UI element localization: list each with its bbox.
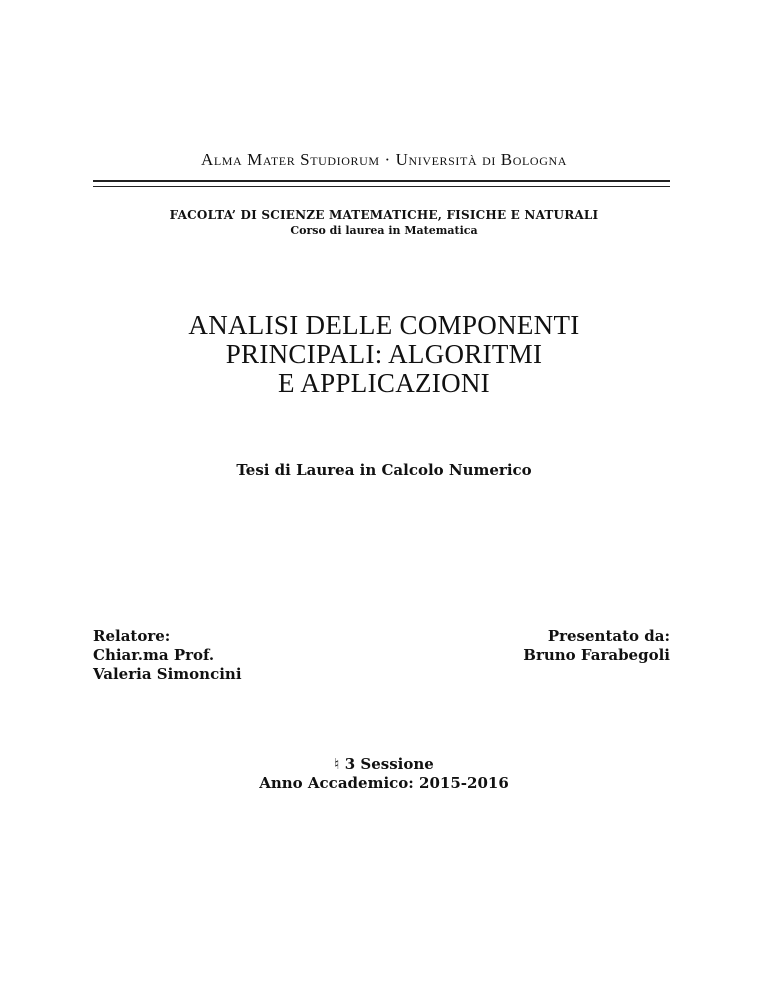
thesis-title-line-3: E APPLICAZIONI: [278, 368, 490, 398]
thesis-subtitle: Tesi di Laurea in Calcolo Numerico: [236, 461, 532, 479]
candidate-name: Bruno Farabegoli: [523, 646, 670, 664]
supervisor-title: Chiar.ma Prof.: [93, 646, 215, 664]
header-rule-thin: [93, 186, 670, 187]
supervisor-label: Relatore:: [93, 627, 171, 645]
thesis-title-line-2: PRINCIPALI: ALGORITMI: [225, 339, 543, 369]
faculty-name: FACOLTA’ DI SCIENZE MATEMATICHE, FISICHE E NATURALI: [169, 208, 599, 222]
academic-year: Anno Accademico: 2015-2016: [259, 774, 509, 792]
candidate-label: Presentato da:: [547, 627, 670, 645]
supervisor-block: [93, 627, 242, 684]
header-rule-thick: [93, 180, 670, 182]
session-number: ♮ 3 Sessione: [334, 755, 434, 773]
course-name: Corso di laurea in Matematica: [290, 224, 478, 237]
candidate-block: [523, 627, 670, 665]
university-name: Alma Mater Studiorum · Università di Bologna: [200, 150, 567, 169]
session-block: [0, 755, 768, 793]
thesis-title-line-1: ANALISI DELLE COMPONENTI: [188, 310, 580, 340]
thesis-title: [0, 311, 768, 398]
supervisor-name: Valeria Simoncini: [93, 665, 242, 683]
